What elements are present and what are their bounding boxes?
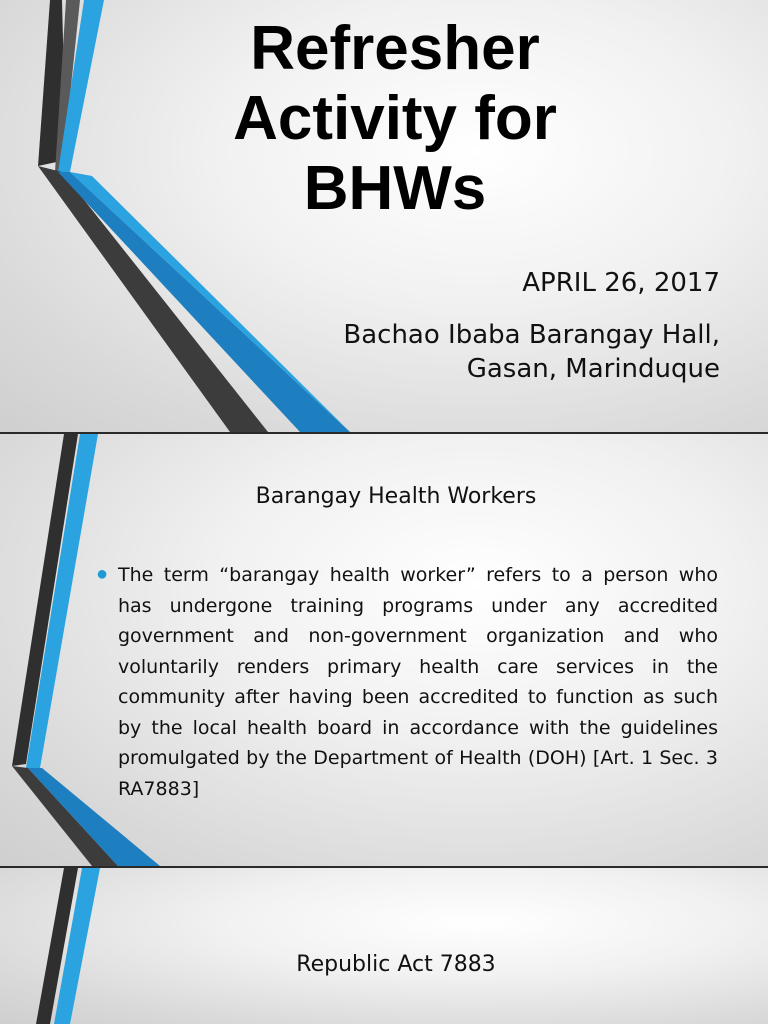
bullet-list: [96, 560, 718, 804]
slide-heading: Barangay Health Workers: [255, 484, 537, 509]
bullet-text: The term “barangay health worker” refers to a person who has undergone training programs under any accredited government and non-government organization and who voluntarily renders primary health care services in the community after having been accredited to function as such by the local health board in accordance with the guidelines promulgated by the Department of Health (DOH) [Art. 1 Sec. 3 RA7883]: [118, 564, 718, 800]
decorative-stripes: [0, 868, 768, 1024]
title-slide: [0, 0, 768, 432]
bullet-icon: ●: [96, 563, 109, 585]
slide-title: Refresher Activity for BHWs: [233, 14, 557, 223]
slide-heading: Republic Act 7883: [296, 952, 496, 977]
definition-slide: [0, 434, 768, 866]
event-date: APRIL 26, 2017: [522, 268, 720, 298]
event-venue: Bachao Ibaba Barangay Hall, Gasan, Marinduque: [343, 320, 720, 384]
act-slide: [0, 868, 768, 1024]
